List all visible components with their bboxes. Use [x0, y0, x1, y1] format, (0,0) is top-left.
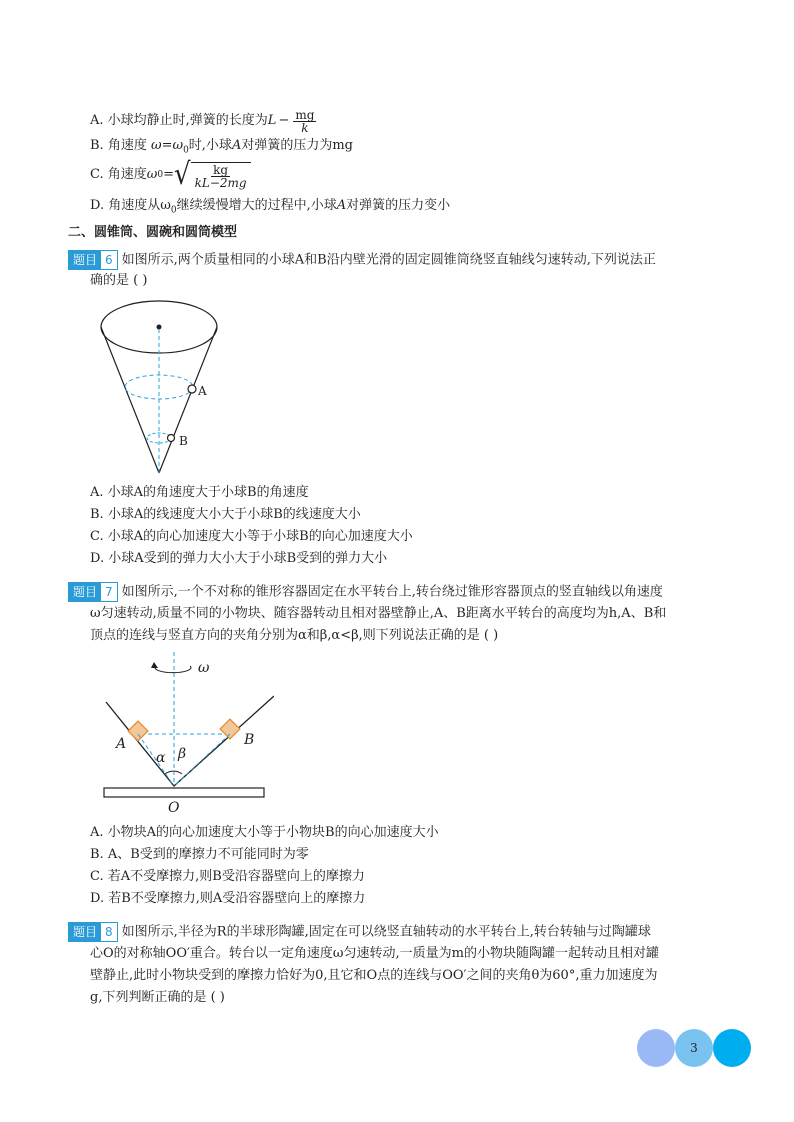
q5-option-c-text: C. 角速度	[90, 167, 147, 182]
q5-option-a-denominator: k	[301, 120, 309, 135]
q6-ball-a	[188, 385, 196, 393]
q5-option-c-numerator: kg	[213, 162, 229, 177]
q5-option-c-radicand	[191, 162, 251, 189]
q5-option-d-text: D. 角速度从ω	[90, 198, 171, 213]
q7-label-b: B	[244, 732, 255, 748]
q5-option-a-text: A. 小球均静止时,弹簧的长度为	[90, 113, 268, 128]
q7-option-c: C. 若A不受摩擦力,则B受沿容器壁向上的摩擦力	[90, 869, 365, 884]
q5-option-b	[90, 137, 353, 160]
q6-label-b: B	[179, 434, 188, 448]
q6-cone-right-edge	[159, 327, 217, 473]
q8-tag-label: 题目	[69, 923, 101, 941]
q6-option-b: B. 小球A的线速度大小大于小球B的线速度大小	[90, 507, 361, 522]
q5-option-c-sub: 0	[157, 170, 164, 180]
q6-ball-b	[168, 435, 175, 442]
footer-circle-right	[713, 1029, 751, 1067]
q5-option-a	[90, 108, 318, 134]
q5-option-a-fraction	[293, 109, 316, 134]
q5-option-b-A: A	[231, 138, 242, 153]
footer-circle-left	[637, 1029, 675, 1067]
q5-option-d-rest2: 对弹簧的压力变小	[346, 198, 451, 213]
q5-option-c-eq: =	[163, 167, 174, 182]
footer-page-badge	[675, 1029, 713, 1067]
q5-option-c	[90, 157, 251, 193]
q5-option-c-fraction	[193, 164, 249, 189]
q7-stem-line1	[68, 582, 663, 602]
q7-stem-line2: ω匀速转动,质量不同的小物块、随容器转动且相对器壁静止,A、B距离水平转台的高度均为h,A、B和	[90, 606, 667, 621]
q5-option-b-text: B. 角速度	[90, 138, 147, 153]
q8-stem-line2: 心O的对称轴OO′重合。转台以一定角速度ω匀速转动,一质量为m的小物块随陶罐一起转动且相对罐	[90, 946, 659, 961]
q5-option-a-numerator: mg	[295, 107, 315, 122]
q7-label-o: O	[168, 800, 180, 816]
q8-stem-line3: 壁静止,此时小物块受到的摩擦力恰好为0,且它和O点的连线与OO′之间的夹角θ为60°,重力加速度为	[90, 968, 658, 983]
q5-option-a-L: L	[267, 113, 277, 128]
q7-label-a: A	[116, 736, 127, 752]
sqrt-icon: √	[174, 157, 191, 193]
q5-option-d-A: A	[336, 198, 347, 213]
q7-block-b	[220, 719, 240, 739]
q6-option-a: A. 小球A的角速度大于小球B的角速度	[90, 485, 309, 500]
q5-option-b-sub: 0	[183, 145, 189, 156]
q7-turntable	[104, 788, 264, 797]
q6-tag-label: 题目	[69, 251, 101, 269]
q7-block-a	[128, 721, 148, 741]
q6-cone-center-dot	[157, 325, 162, 330]
q5-option-a-minus: −	[278, 113, 290, 128]
q8-stem-line1	[68, 922, 651, 942]
q5-option-d-rest: 继续缓慢增大的过程中,小球	[176, 198, 337, 213]
q6-option-d: D. 小球A受到的弹力大小大于小球B受到的弹力大小	[90, 551, 388, 566]
q7-option-b: B. A、B受到的摩擦力不可能同时为零	[90, 847, 309, 862]
q7-rotation-arrow	[155, 666, 191, 673]
q7-tag-number: 7	[101, 583, 117, 601]
q5-option-c-omega: ω	[146, 167, 158, 182]
q5-option-c-denominator: kL−2mg	[194, 175, 247, 190]
q6-stem-line2: 确的是 ( )	[90, 273, 148, 288]
q6-stem-text1: 如图所示,两个质量相同的小球A和B沿内壁光滑的固定圆锥筒绕竖直轴线匀速转动,下列说法正	[121, 252, 656, 268]
q7-option-a: A. 小物块A的向心加速度大小等于小物块B的向心加速度大小	[90, 825, 439, 840]
q7-rotation-arrowhead-icon	[151, 662, 158, 668]
q5-option-d-sub: 0	[170, 205, 177, 216]
q7-label-omega: ω	[198, 660, 210, 676]
section-title: 二、圆锥筒、圆碗和圆筒模型	[68, 225, 238, 240]
q6-cone-figure	[95, 295, 235, 477]
q8-tag-number: 8	[101, 923, 117, 941]
q5-option-c-sqrt	[174, 157, 251, 193]
q5-option-b-rest2: 对弹簧的压力为mg	[241, 138, 353, 153]
q6-label-a: A	[198, 384, 207, 398]
q7-tag	[68, 582, 118, 602]
q7-stem-text1: 如图所示,一个不对称的锥形容器固定在水平转台上,转台绕过锥形容器顶点的竖直轴线以角速度	[121, 584, 663, 600]
q8-stem-text1: 如图所示,半径为R的半球形陶罐,固定在可以绕竖直轴转动的水平转台上,转台转轴与过陶罐球	[121, 924, 651, 940]
q7-label-beta: β	[178, 746, 187, 762]
q6-option-c: C. 小球A的向心加速度大小等于小球B的向心加速度大小	[90, 529, 413, 544]
q8-tag	[68, 922, 118, 942]
q5-option-d	[90, 197, 450, 220]
q5-option-b-omega: ω=ω	[150, 138, 184, 153]
q5-option-b-rest: 时,小球	[188, 138, 232, 153]
q8-stem-line4: g,下列判断正确的是 ( )	[90, 990, 225, 1005]
q7-label-alpha: α	[156, 750, 166, 766]
q6-cone-left-edge	[101, 327, 159, 473]
page-number: 3	[690, 1041, 698, 1055]
q7-tag-label: 题目	[69, 583, 101, 601]
q7-cone-figure	[98, 650, 274, 816]
q7-option-d: D. 若B不受摩擦力,则A受沿容器壁向上的摩擦力	[90, 891, 366, 906]
q6-stem-line1	[68, 250, 656, 270]
q6-tag-number: 6	[101, 251, 117, 269]
q7-stem-line3: 顶点的连线与竖直方向的夹角分别为α和β,α<β,则下列说法正确的是 ( )	[90, 628, 499, 643]
q6-tag	[68, 250, 118, 270]
